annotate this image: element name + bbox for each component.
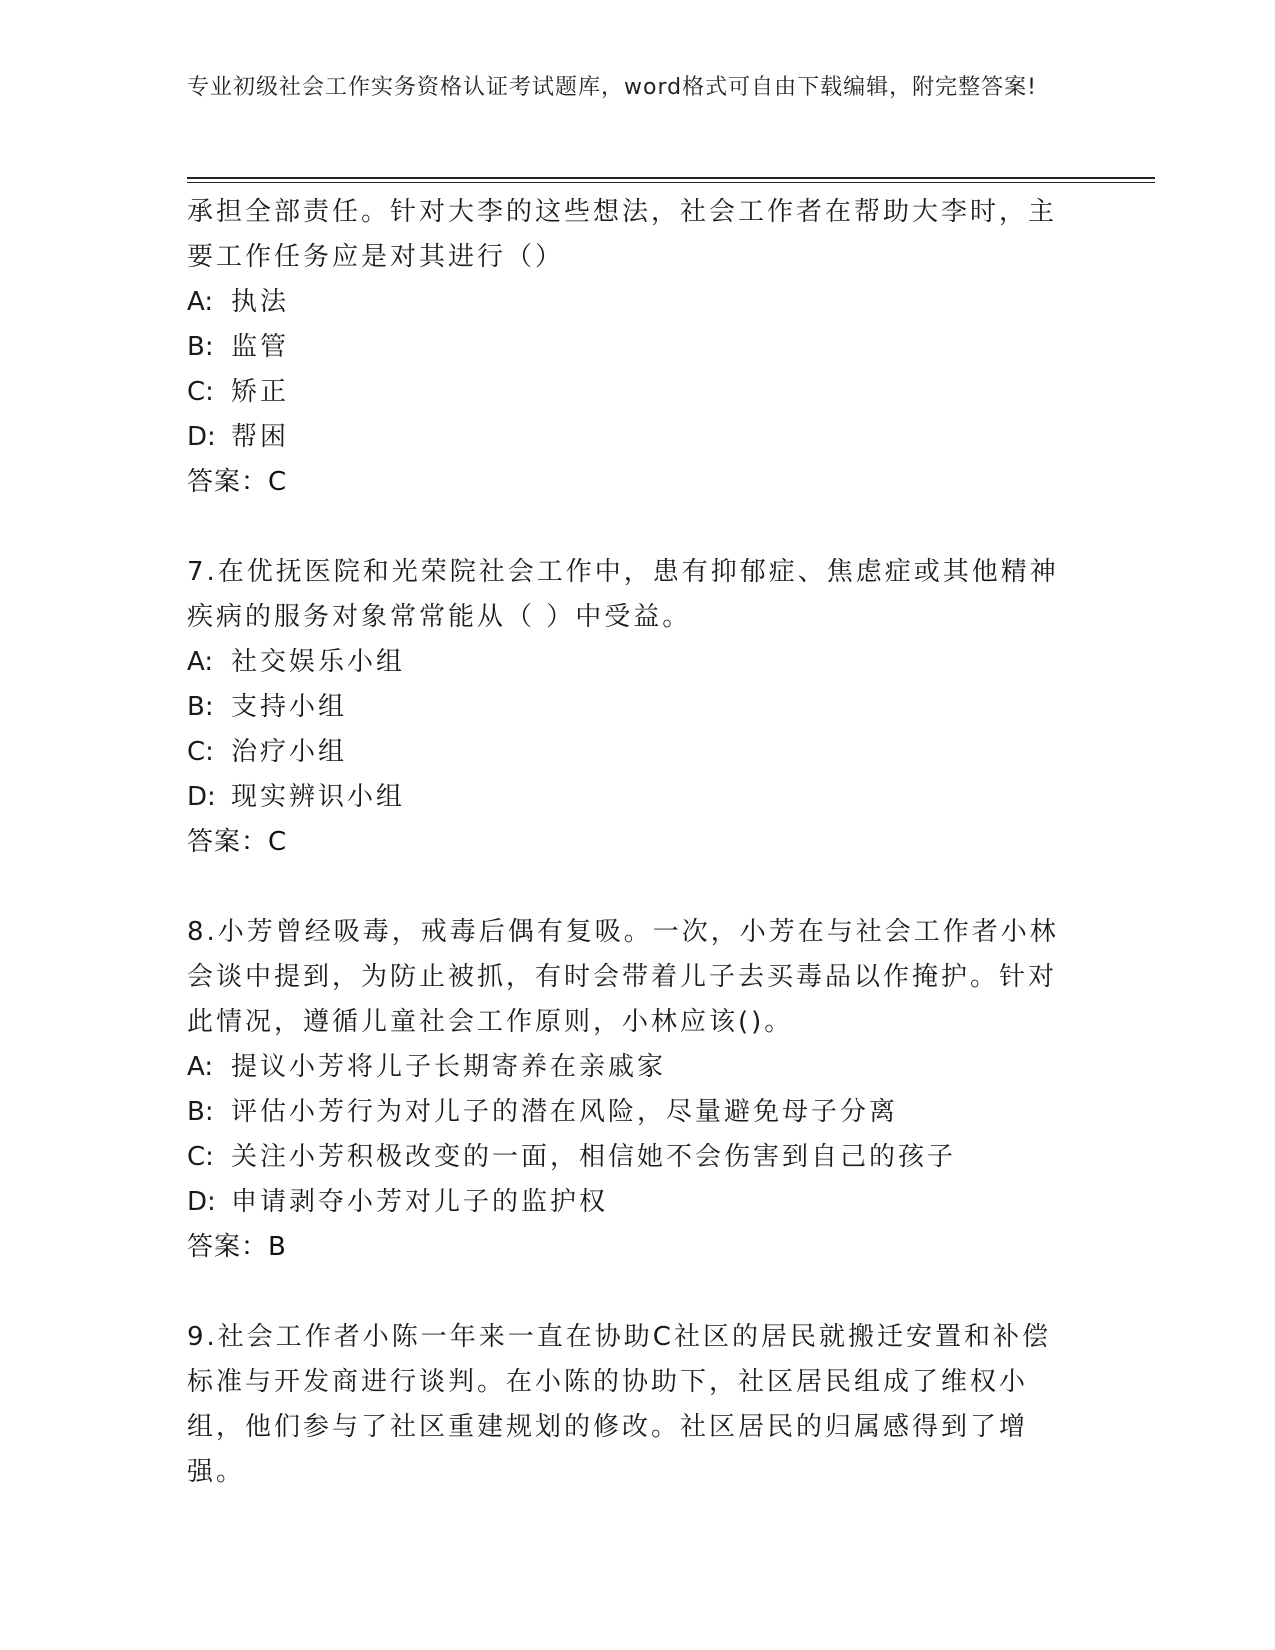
option-label: B: [187,332,214,362]
answer-line: 答案：B [187,1232,287,1262]
option-text: 关注小芳积极改变的一面，相信她不会伤害到自己的孩子 [231,1142,957,1172]
option-a [187,640,1067,685]
option-b [187,685,1067,730]
option-label: D: [187,1187,216,1217]
page-header: 专业初级社会工作实务资格认证考试题库，word格式可自由下载编辑，附完整答案! [187,75,1037,100]
option-c [187,370,1067,415]
option-label: D: [187,422,216,452]
option-a [187,1045,1067,1090]
option-label: C: [187,377,214,407]
option-text: 治疗小组 [231,737,348,767]
option-b [187,325,1067,370]
answer-line: 答案：C [187,467,288,497]
option-c [187,730,1067,775]
option-d [187,415,1067,460]
option-d [187,1180,1067,1225]
spacer [187,865,1067,910]
option-label: A: [187,647,214,677]
question-block [187,910,1067,1270]
question-block [187,1315,1067,1495]
option-label: C: [187,737,214,767]
answer-line: 答案：C [187,827,288,857]
question-stem: 7.在优抚医院和光荣院社会工作中，患有抑郁症、焦虑症或其他精神疾病的服务对象常常能从（ ）中受益。 [187,557,1059,632]
question-block [187,550,1067,865]
option-text: 执法 [231,287,290,317]
option-text: 申请剥夺小芳对儿子的监护权 [231,1187,609,1217]
option-label: D: [187,782,216,812]
option-text: 提议小芳将儿子长期寄养在亲戚家 [231,1052,667,1082]
option-text: 评估小芳行为对儿子的潜在风险，尽量避免母子分离 [231,1097,899,1127]
question-stem: 9.社会工作者小陈一年来一直在协助C社区的居民就搬迁安置和补偿标准与开发商进行谈判。在小陈的协助下，社区居民组成了维权小组，他们参与了社区重建规划的修改。社区居民的归属感得到了增强。 [187,1322,1051,1487]
option-text: 社交娱乐小组 [231,647,406,677]
option-label: B: [187,1097,214,1127]
option-d [187,775,1067,820]
option-text: 矫正 [231,377,290,407]
option-label: C: [187,1142,214,1172]
option-a [187,280,1067,325]
question-stem: 承担全部责任。针对大李的这些想法，社会工作者在帮助大李时，主要工作任务应是对其进行（） [187,197,1058,272]
spacer [187,505,1067,550]
option-text: 现实辨识小组 [231,782,406,812]
spacer [187,1270,1067,1315]
option-b [187,1090,1067,1135]
header-divider [187,177,1155,183]
option-text: 监管 [231,332,290,362]
document-body [187,190,1067,1495]
option-label: B: [187,692,214,722]
question-stem: 8.小芳曾经吸毒，戒毒后偶有复吸。一次，小芳在与社会工作者小林会谈中提到，为防止被抓，有时会带着儿子去买毒品以作掩护。针对此情况，遵循儿童社会工作原则，小林应该()。 [187,917,1059,1037]
option-label: A: [187,287,214,317]
question-block [187,190,1067,505]
option-c [187,1135,1067,1180]
option-text: 帮困 [231,422,290,452]
option-label: A: [187,1052,214,1082]
option-text: 支持小组 [231,692,348,722]
